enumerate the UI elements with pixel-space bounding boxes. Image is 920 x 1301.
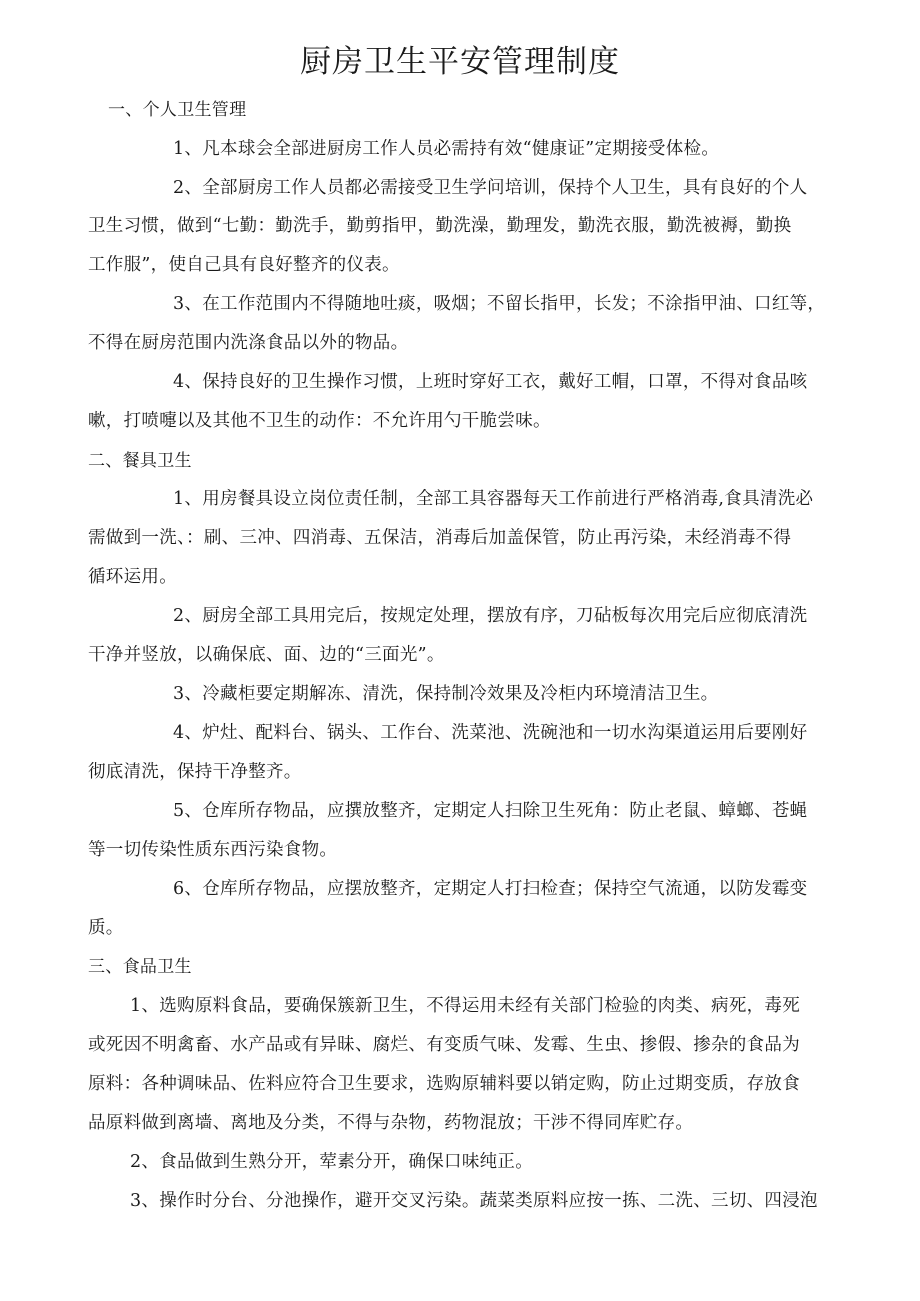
section-heading: 二、餐具卫生: [88, 451, 192, 471]
paragraph-line: 或死因不明禽畜、水产品或有异昧、腐烂、有变质气味、发霉、生虫、掺假、掺杂的食品为: [88, 1035, 800, 1055]
paragraph-line: 1、选购原料食品，要确保簇新卫生，不得运用未经有关部门检验的肉类、病死，毒死: [130, 996, 801, 1016]
paragraph-line: 干净并竖放，以确保底、面、边的“三面光”。: [88, 645, 445, 665]
paragraph-line: 3、在工作范围内不得随地吐痰，吸烟；不留长指甲，长发；不涂指甲油、口红等，: [173, 294, 826, 314]
paragraph-line: 彻底清洗，保持干净整齐。: [88, 762, 302, 782]
paragraph-line: 需做到一洗、：刷、三冲、四消毒、五保洁，消毒后加盖保管，防止再污染，未经消毒不得: [88, 528, 792, 548]
page-title: 厨房卫生平安管理制度: [300, 44, 620, 80]
paragraph-line: 品原料做到离墙、离地及分类，不得与杂物，药物混放；干涉不得同库贮存。: [88, 1113, 694, 1133]
paragraph-line: 嗽，打喷嚏以及其他不卫生的动作：不允许用勺干脆尝味。: [88, 411, 551, 431]
paragraph-line: 原料：各种调味品、佐料应符合卫生要求，选购原辅料要以销定购，防止过期变质，存放食: [88, 1074, 800, 1094]
paragraph-line: 2、全部厨房工作人员都必需接受卫生学问培训，保持个人卫生，具有良好的个人: [173, 178, 808, 198]
paragraph-line: 6、仓库所存物品，应摆放整齐，定期定人打扫检查；保持空气流通，以防发霉变: [173, 879, 808, 899]
paragraph-line: 1、用房餐具设立岗位责任制，全部工具容器每天工作前进行严格消毒,食具清洗必: [173, 489, 814, 509]
paragraph-line: 5、仓库所存物品，应撰放整齐，定期定人扫除卫生死角：防止老鼠、蟑螂、苍蝇: [173, 801, 808, 821]
paragraph-line: 1、凡本球会全部进厨房工作人员必需持有效“健康证”定期接受体检。: [173, 139, 720, 159]
paragraph-line: 2、厨房全部工具用完后，按规定处理，摆放有序，刀砧板每次用完后应彻底清洗: [173, 606, 808, 626]
paragraph-line: 3、操作时分台、分池操作，避开交叉污染。蔬菜类原料应按一拣、二洗、三切、四浸泡: [130, 1191, 818, 1211]
section-heading: 三、食品卫生: [88, 957, 192, 977]
paragraph-line: 4、炉灶、配料台、锅头、工作台、洗菜池、洗碗池和一切水沟渠道运用后要刚好: [173, 723, 808, 743]
paragraph-line: 4、保持良好的卫生操作习惯，上班时穿好工衣，戴好工帽，口罩，不得对食品咳: [173, 372, 808, 392]
paragraph-line: 不得在厨房范围内洗涤食品以外的物品。: [88, 333, 409, 353]
section-heading: 一、个人卫生管理: [108, 100, 247, 120]
paragraph-line: 卫生习惯，做到“七勤：勤洗手，勤剪指甲，勤洗澡，勤理发，勤洗衣服，勤洗被褥，勤换: [88, 216, 792, 236]
paragraph-line: 3、冷藏柜要定期解冻、清洗，保持制冷效果及冷柜内环境清洁卫生。: [173, 684, 719, 704]
paragraph-line: 2、食品做到生熟分开，荤素分开，确保口味纯正。: [130, 1152, 534, 1172]
paragraph-line: 等一切传染性质东西污染食物。: [88, 840, 338, 860]
paragraph-line: 质。: [88, 918, 124, 938]
paragraph-line: 循环运用。: [88, 567, 177, 587]
paragraph-line: 工作服”，使自己具有良好整齐的仪表。: [88, 255, 400, 275]
